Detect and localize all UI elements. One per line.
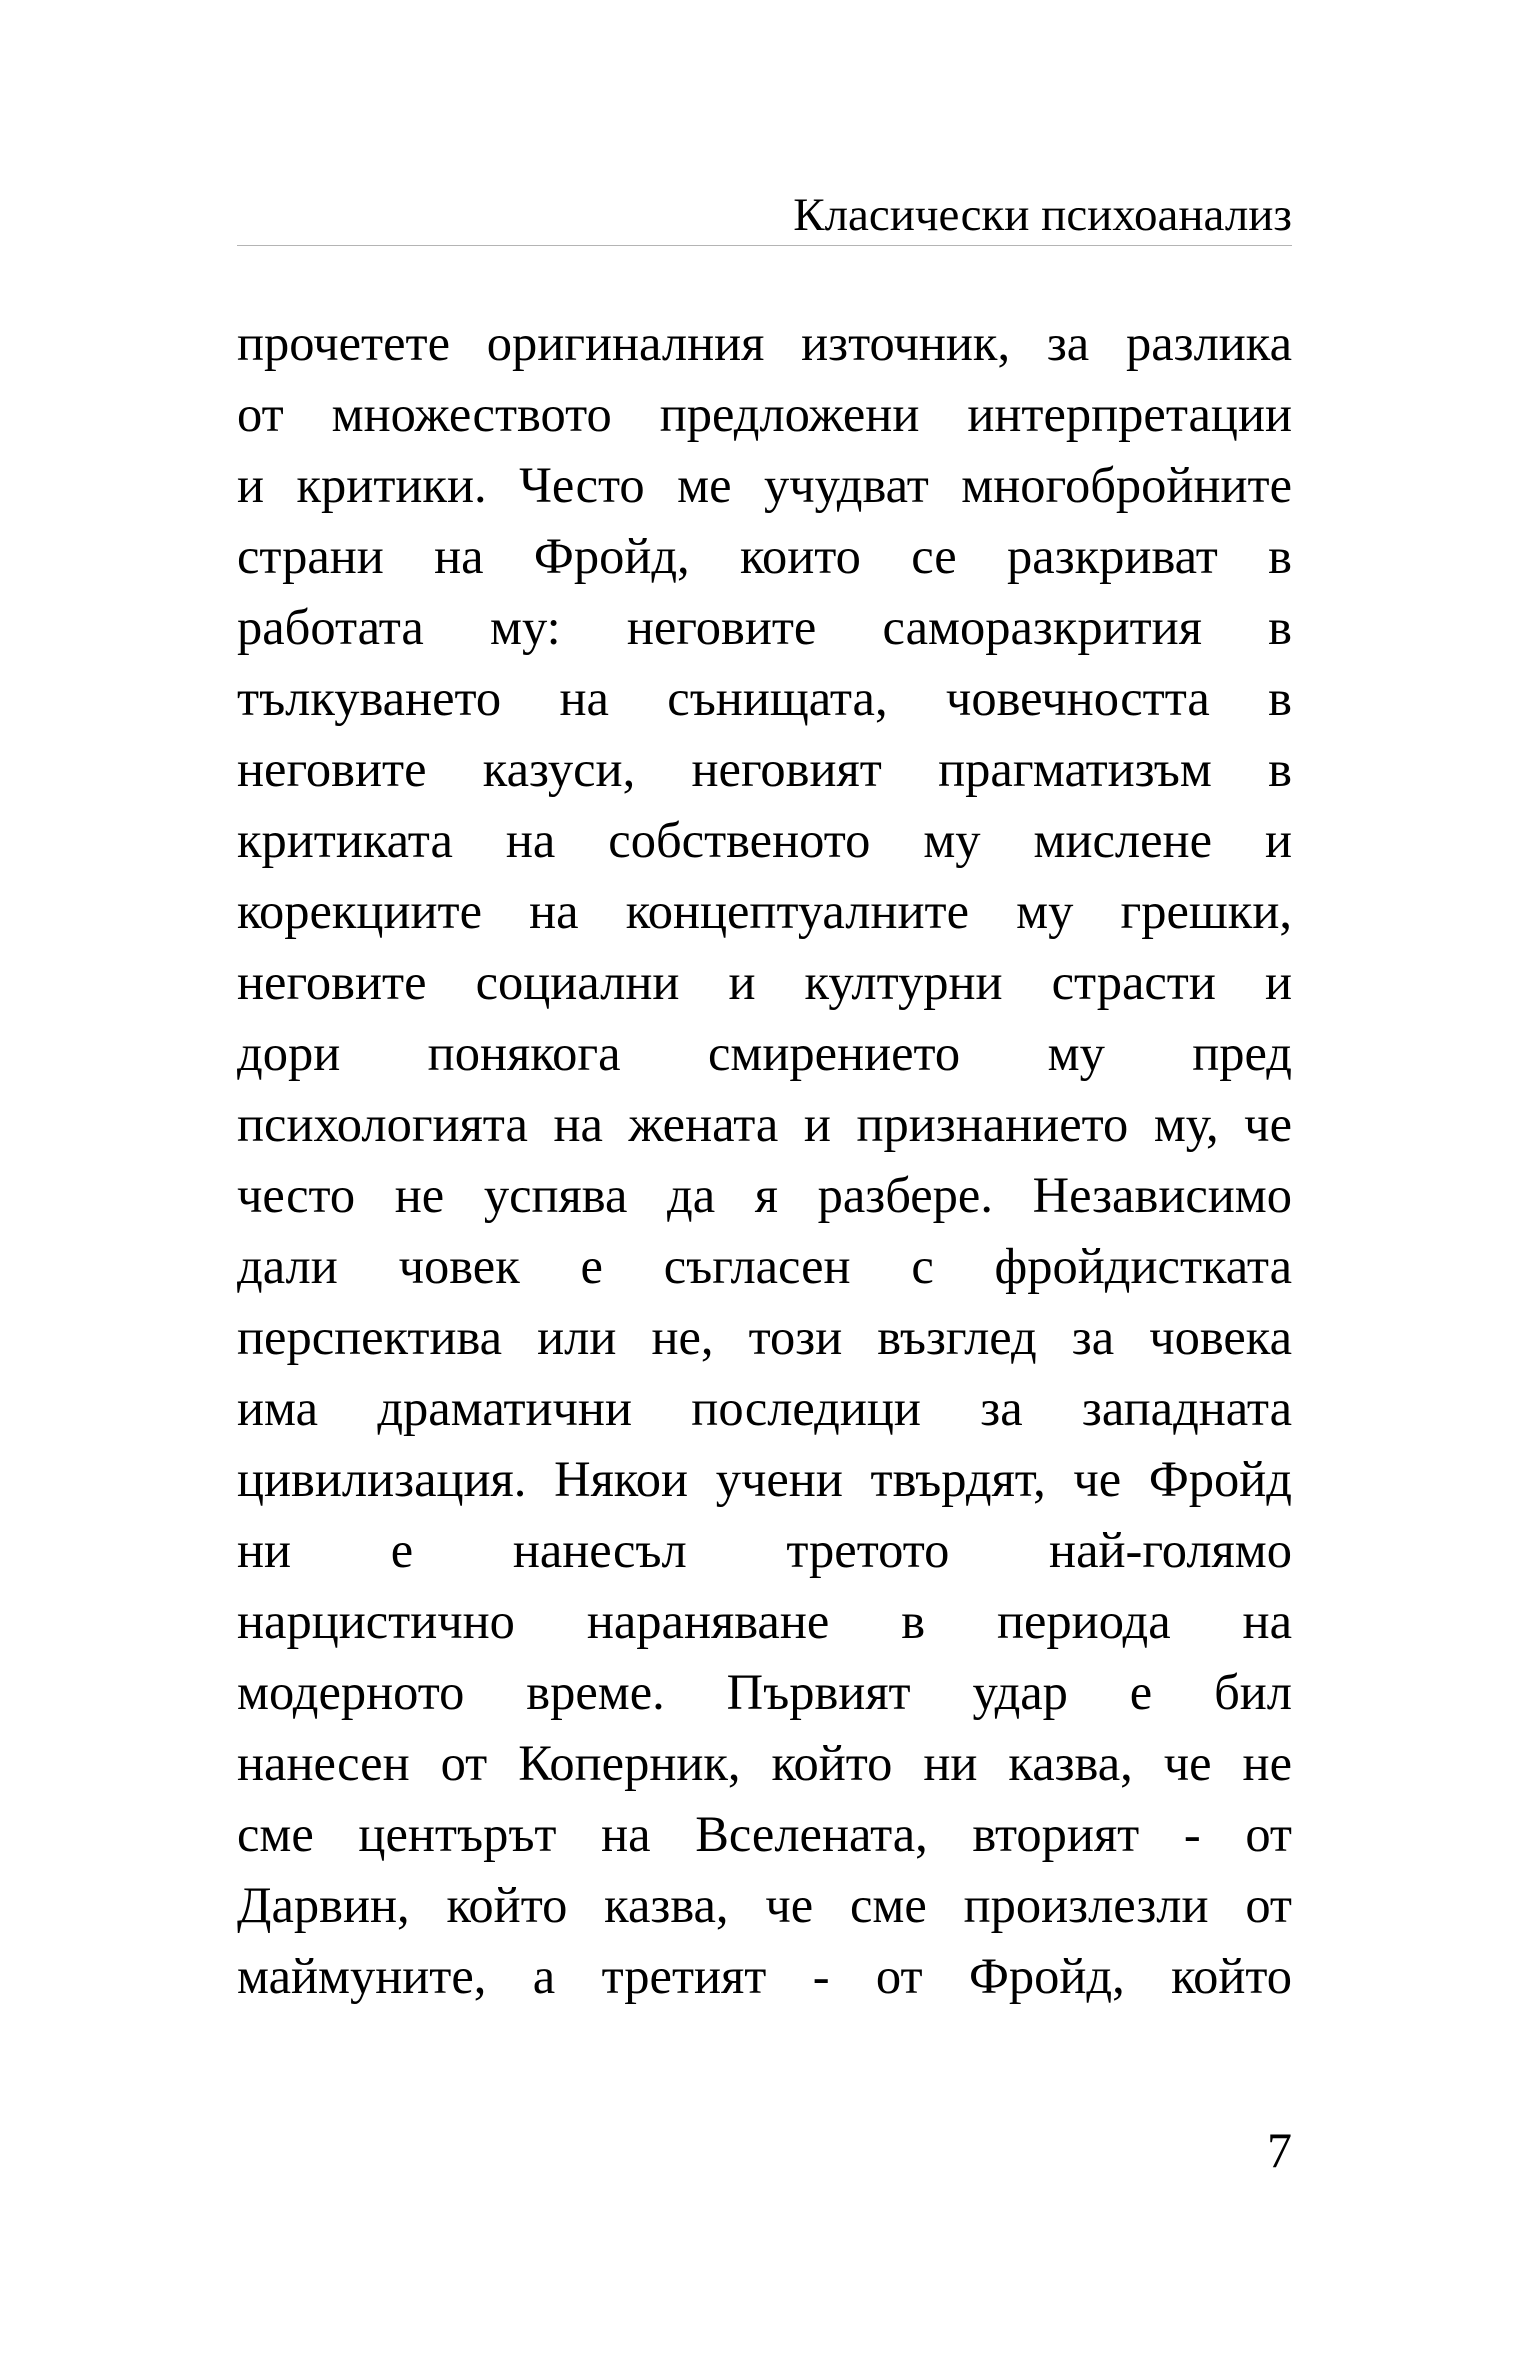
text-line: неговите социални и културни страсти и [237,954,1292,1010]
text-line: сме центърът на Вселената, вторият - от [237,1806,1292,1862]
text-line: неговите казуси, неговият прагматизъм в [237,741,1292,797]
text-line: модерното време. Първият удар е бил [237,1664,1292,1720]
text-line: прочетете оригиналния източник, за разлика [237,315,1292,371]
body-text [237,308,1292,2012]
text-line: перспектива или не, този възглед за човека [237,1309,1292,1365]
header-divider [237,245,1292,246]
text-line: корекциите на концептуалните му грешки, [237,883,1292,939]
running-header: Класически психоанализ [793,189,1292,241]
page-number: 7 [1267,2122,1292,2178]
text-line: работата му: неговите саморазкрития в [237,599,1292,655]
text-line: Дарвин, който казва, че сме произлезли от [237,1877,1292,1933]
text-line: от множеството предложени интерпретации [237,386,1292,442]
text-line: ни е нанесъл третото най-голямо [237,1522,1292,1578]
text-line: има драматични последици за западната [237,1380,1292,1436]
text-line: маймуните, а третият - от Фройд, който [237,1948,1292,2004]
text-line: дори понякога смирението му пред [237,1025,1292,1081]
text-line: нарцистично нараняване в периода на [237,1593,1292,1649]
text-line: нанесен от Коперник, който ни казва, че не [237,1735,1292,1791]
text-line: тълкуването на сънищата, човечността в [237,670,1292,726]
text-line: дали човек е съгласен с фройдистката [237,1238,1292,1294]
text-line: цивилизация. Някои учени твърдят, че Фройд [237,1451,1292,1507]
text-line: и критики. Често ме учудват многобройните [237,457,1292,513]
text-line: често не успява да я разбере. Независимо [237,1167,1292,1223]
text-line: критиката на собственото му мислене и [237,812,1292,868]
text-line: страни на Фройд, които се разкриват в [237,528,1292,584]
text-line: психологията на жената и признанието му, че [237,1096,1292,1152]
